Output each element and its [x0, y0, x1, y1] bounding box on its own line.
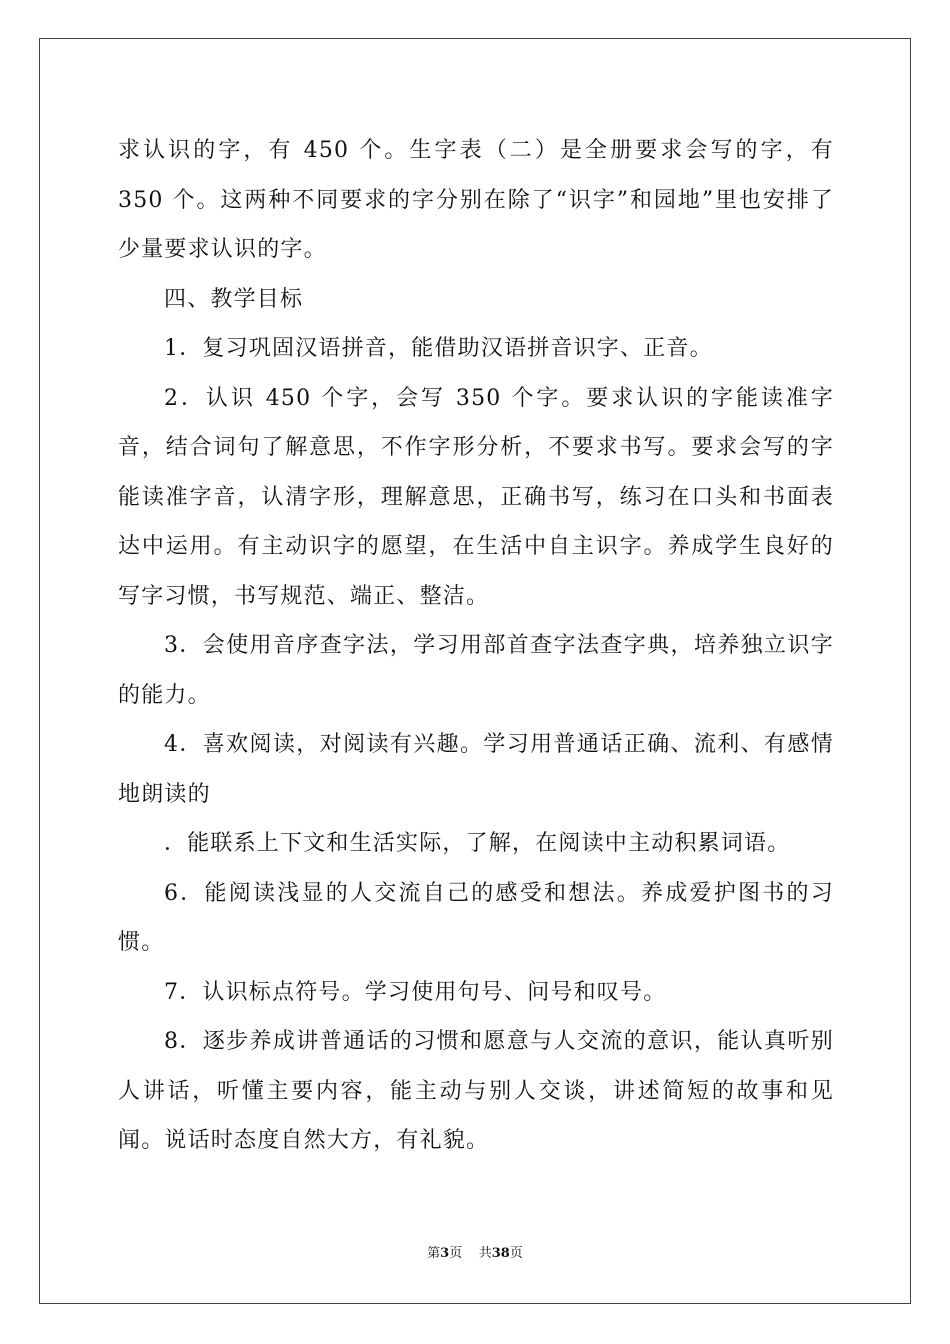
paragraph: ．能联系上下文和生活实际，了解，在阅读中主动积累词语。	[164, 831, 791, 856]
total-label-prefix: 共	[478, 1246, 492, 1261]
paragraph: 6．能阅读浅显的人交流自己的感受和想法。养成爱护图书的习惯。	[118, 880, 834, 955]
paragraph: 1．复习巩固汉语拼音，能借助汉语拼音识字、正音。	[164, 336, 713, 361]
total-label-suffix: 页	[509, 1246, 523, 1261]
paragraph: 7．认识标点符号。学习使用句号、问号和叹号。	[164, 979, 667, 1005]
page-number: 3	[440, 1246, 450, 1261]
paragraph: 3．会使用音序查字法，学习用部首查字法查字典，培养独立识字的能力。	[118, 633, 834, 708]
page-label-prefix: 第	[427, 1246, 441, 1261]
paragraph: 2．认识 450 个字，会写 350 个字。要求认识的字能读准字音，结合词句了解意思，不作字形分析，不要求书写。要求会写的字能读准字音，认清字形，理解意思，正确书写，练习在口头和书面表达中运用。有主动识字的愿望，在生活中自主识字。养成学生良好的写字习惯，书写规范、端正、整洁。	[118, 385, 834, 609]
paragraph: 求认识的字，有 450 个。生字表（二）是全册要求会写的字，有 350 个。这两种不同要求的字分别在除了“识字”和园地”里也安排了少量要求认识的字。	[118, 138, 834, 262]
paragraph: 4．喜欢阅读，对阅读有兴趣。学习用普通话正确、流利、有感情地朗读的	[118, 732, 834, 807]
document-body	[118, 126, 834, 1166]
page-label-suffix: 页	[449, 1246, 463, 1261]
paragraph: 8．逐步养成讲普通话的习惯和愿意与人交流的意识，能认真听别人讲话，听懂主要内容，能主动与别人交谈，讲述简短的故事和见闻。说话时态度自然大方，有礼貌。	[118, 1029, 834, 1153]
total-pages: 38	[491, 1246, 510, 1261]
section-heading: 四、教学目标	[164, 286, 304, 312]
page-footer	[0, 1246, 950, 1262]
